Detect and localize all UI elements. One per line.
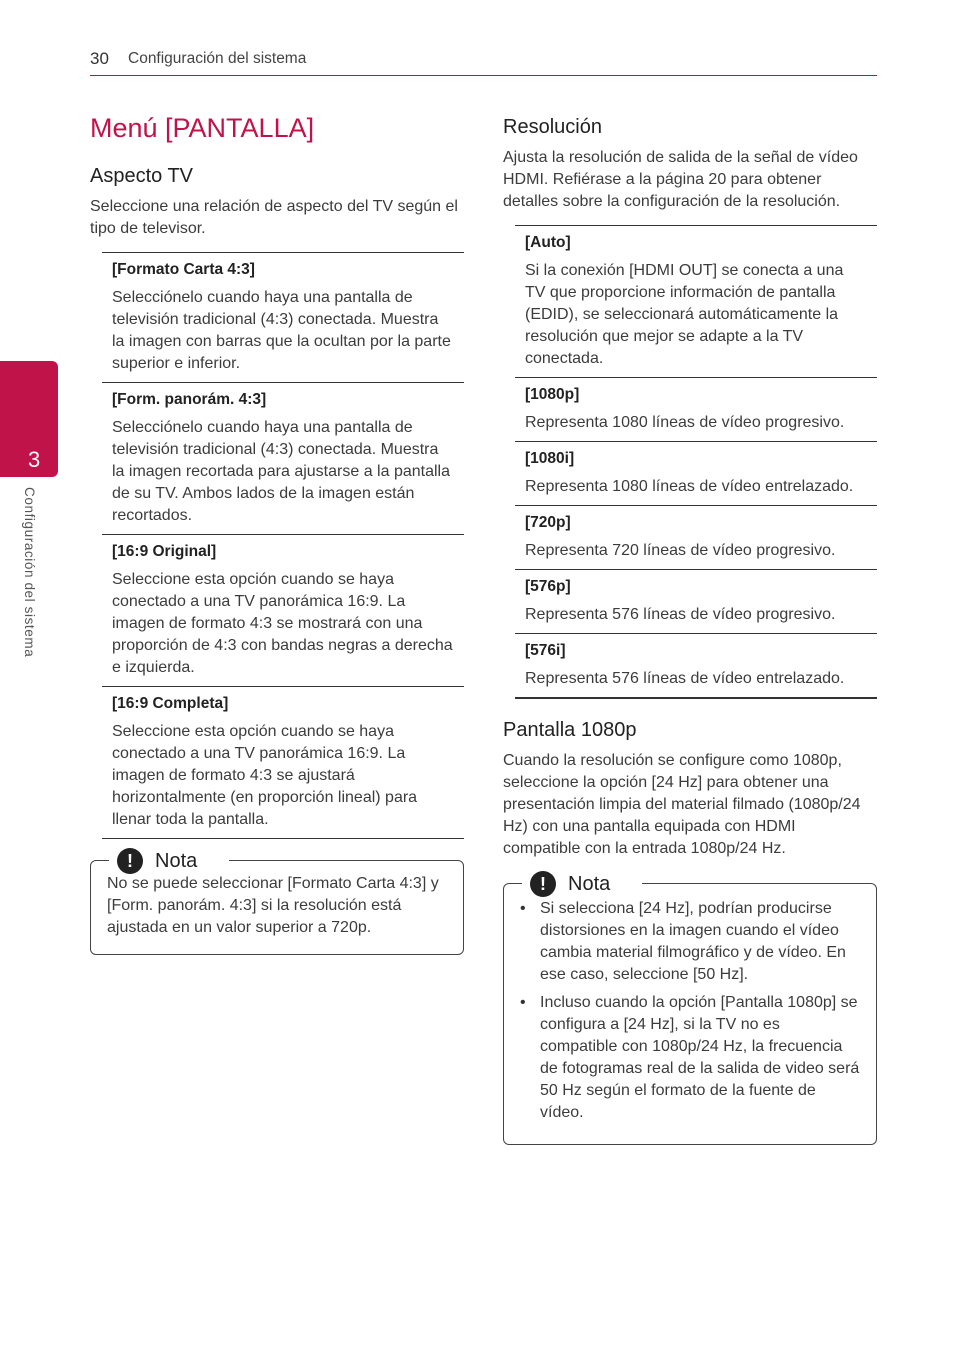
chapter-tab	[0, 361, 58, 477]
exclamation-icon: !	[117, 848, 143, 874]
option-label: [576i]	[525, 642, 566, 659]
option-row	[515, 377, 877, 441]
option-label: [1080p]	[525, 386, 580, 403]
right-column	[503, 110, 877, 1145]
resolution-intro: Ajusta la resolución de salida de la señal de vídeo HDMI. Refiérase a la página 20 para obtener detalles sobre la configuración de la resolución.	[503, 149, 858, 210]
pantalla-1080p-heading: Pantalla 1080p	[503, 719, 637, 741]
note-list	[506, 898, 860, 1124]
option-description: Seleccione esta opción cuando se haya conectado a una TV panorámica 16:9. La imagen de formato 4:3 se ajustará horizontalmente (en proporción lineal) para llenar toda la pantalla.	[112, 723, 418, 828]
option-description: Representa 576 líneas de vídeo progresivo.	[525, 606, 836, 623]
option-description: Selecciónelo cuando haya una pantalla de televisión tradicional (4:3) conectada. Muestra la imagen recortada para ajustarse a la pantalla de su TV. Ambos lados de la imagen están recortados.	[112, 419, 450, 524]
header-section-title: Configuración del sistema	[128, 50, 307, 67]
exclamation-icon: !	[530, 871, 556, 897]
option-label: [Auto]	[525, 234, 571, 251]
page-number: 30	[90, 49, 109, 68]
note-header	[109, 848, 229, 874]
option-row	[102, 686, 464, 838]
option-row	[515, 441, 877, 505]
option-row	[102, 534, 464, 686]
resolution-heading: Resolución	[503, 116, 602, 138]
note-box	[90, 850, 464, 955]
page-title: Menú [PANTALLA]	[90, 113, 315, 143]
option-row	[102, 382, 464, 534]
option-label: [576p]	[525, 578, 571, 595]
note-list-item: • Incluso cuando la opción [Pantalla 1080p] se configura a [24 Hz], si la TV no es compatible con 1080p/24 Hz, la frecuencia de fotogramas real de la salida de video será 50 Hz según el formato de la fuente de vídeo.	[506, 992, 860, 1124]
left-column	[90, 110, 464, 955]
option-description: Selecciónelo cuando haya una pantalla de televisión tradicional (4:3) conectada. Muestra la imagen con barras que la ocultan por la parte superior e inferior.	[112, 289, 451, 372]
option-description: Si la conexión [HDMI OUT] se conecta a una TV que proporcione información de pantalla (EDID), se seleccionará automáticamente la resolución que mejor se adapte a la TV conectada.	[525, 262, 844, 367]
option-label: [Formato Carta 4:3]	[112, 261, 255, 278]
option-row	[102, 253, 464, 382]
pantalla-1080p-intro: Cuando la resolución se configure como 1080p, seleccione la opción [24 Hz] para obtener una presentación limpia del material filmado (1080p/24 Hz) con una pantalla equipada con HDMI compatible con la entrada 1080p/24 Hz.	[503, 752, 861, 857]
aspect-tv-intro: Seleccione una relación de aspecto del TV según el tipo de televisor.	[90, 198, 458, 237]
option-description: Representa 576 líneas de vídeo entrelazado.	[525, 670, 845, 687]
option-label: [16:9 Completa]	[112, 695, 229, 712]
option-label: [1080i]	[525, 450, 575, 467]
option-row	[515, 569, 877, 633]
aspect-tv-heading: Aspecto TV	[90, 165, 194, 187]
option-description: Representa 720 líneas de vídeo progresivo.	[525, 542, 836, 559]
note-text: No se puede seleccionar [Formato Carta 4:3] y [Form. panorám. 4:3] si la resolución está ajustada en un valor superior a 720p.	[107, 875, 439, 936]
note-title: Nota	[155, 850, 198, 872]
page-header	[90, 48, 877, 76]
option-label: [16:9 Original]	[112, 543, 217, 560]
note-header	[522, 871, 642, 897]
chapter-number: 3	[28, 447, 41, 472]
option-label: [Form. panorám. 4:3]	[112, 391, 267, 408]
option-row	[515, 505, 877, 569]
aspect-options-table	[102, 252, 464, 839]
note-box	[503, 873, 877, 1145]
resolution-options-table	[515, 225, 877, 699]
option-label: [720p]	[525, 514, 571, 531]
option-description: Representa 1080 líneas de vídeo entrelazado.	[525, 478, 854, 495]
note-list-item: • Si selecciona [24 Hz], podrían producirse distorsiones en la imagen cuando el vídeo cambia material filmográfico y de vídeo. En ese caso, seleccione [50 Hz].	[506, 898, 860, 986]
option-row	[515, 633, 877, 697]
option-description: Representa 1080 líneas de vídeo progresivo.	[525, 414, 845, 431]
option-description: Seleccione esta opción cuando se haya conectado a una TV panorámica 16:9. La imagen de formato 4:3 se mostrará con una proporción de 4:3 con bandas negras a derecha e izquierda.	[112, 571, 453, 676]
option-row	[515, 226, 877, 377]
note-title: Nota	[568, 873, 611, 895]
chapter-side-label: Configuración del sistema	[22, 487, 37, 658]
